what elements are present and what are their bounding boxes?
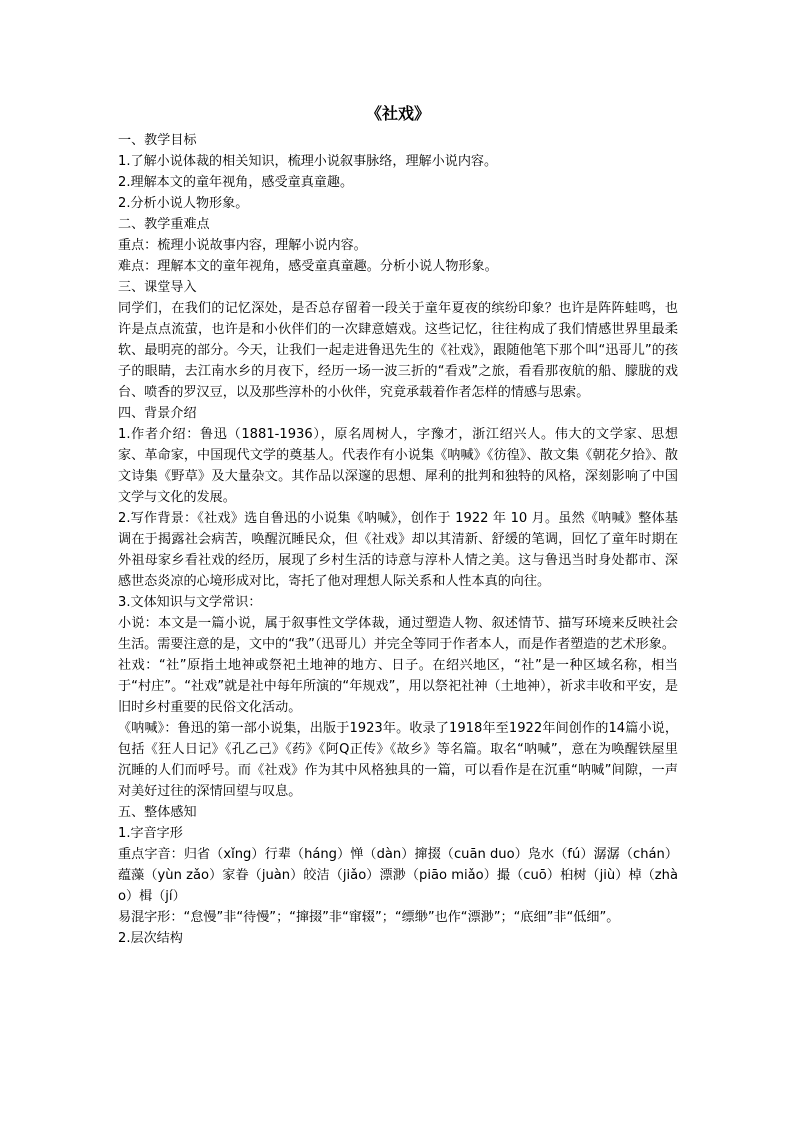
- heading-overall-perception: 五、整体感知: [118, 805, 197, 820]
- nahan-paragraph: 《呐喊》：鲁迅的第一部小说集，出版于1923年。收录了1918年至1922年间创作的14篇小说，包括《狂人日记》《孔乙己》《药》《阿Q正传》《故乡》等名篇。取名“呐喊”，意在为唤醒铁屋里沉睡的人们而呼号。而《社戏》作为其中风格独具的一篇，可以看作是在沉重“呐喊”间隙，一声对美好过往的深情回望与叹息。: [118, 721, 678, 799]
- introduction-paragraph: 同学们，在我们的记忆深处，是否总存留着一段关于童年夏夜的缤纷印象？也许是阵阵蛙鸣，也许是点点流萤，也许是和小伙伴们的一次肆意嬉戏。这些记忆，往往构成了我们情感世界里最柔软、最明亮的部分。今天，让我们一起走进鲁迅先生的《社戏》，跟随他笔下那个叫“迅哥儿”的孩子的眼睛，去江南水乡的月夜下，经历一场一波三折的“看戏”之旅，看看那夜航的船、朦胧的戏台、喷香的罗汉豆，以及那些淳朴的小伙伴，究竟承载着作者怎样的情感与思索。: [118, 301, 678, 400]
- goal-item-3: 2.分析小说人物形象。: [118, 196, 249, 211]
- heading-key-points: 二、教学重难点: [118, 217, 210, 232]
- key-pronunciation-paragraph: 重点字音：归省（xǐng）行辈（háng）惮（dàn）撺掇（cuān duo）凫水（fú）潺潺（chán）蕴藻（yùn zǎo）家眷（juàn）皎洁（jiǎo）漂渺（piāo miǎo）撮（cuō）桕树（jiù）棹（zhào）楫（jí）: [118, 847, 678, 904]
- heading-teaching-goals: 一、教学目标: [118, 133, 197, 148]
- confusable-characters-paragraph: 易混字形：“怠慢”非“待慢”；“撺掇”非“窜辍”；“缥缈”也作“漂渺”；“底细”非“低细”。: [118, 910, 620, 925]
- document-title: 《社戏》: [365, 104, 430, 123]
- goal-item-1: 1.了解小说体裁的相关知识，梳理小说叙事脉络，理解小说内容。: [118, 154, 498, 169]
- heading-background: 四、背景介绍: [118, 406, 197, 421]
- key-point-line: 重点：梳理小说故事内容，理解小说内容。: [118, 238, 367, 253]
- structure-heading: 2.层次结构: [118, 931, 183, 946]
- goal-item-2: 2.理解本文的童年视角，感受童真童趣。: [118, 175, 354, 190]
- author-intro-paragraph: 1.作者介绍：鲁迅（1881-1936），原名周树人，字豫才，浙江绍兴人。伟大的文学家、思想家、革命家，中国现代文学的奠基人。代表作有小说集《呐喊》《彷徨》、散文集《朝花夕拾》、散文诗集《野草》及大量杂文。其作品以深邃的思想、犀利的批判和独特的风格，深刻影响了中国文学与文化的发展。: [118, 427, 678, 505]
- pronunciation-heading: 1.字音字形: [118, 826, 183, 841]
- document-page: [118, 104, 678, 949]
- difficult-point-line: 难点：理解本文的童年视角，感受童真童趣。分析小说人物形象。: [118, 259, 498, 274]
- novel-paragraph: 小说：本文是一篇小说，属于叙事性文学体裁，通过塑造人物、叙述情节、描写环境来反映社会生活。需要注意的是，文中的“我”（迅哥儿）并完全等同于作者本人，而是作者塑造的艺术形象。: [118, 616, 678, 652]
- heading-introduction: 三、课堂导入: [118, 280, 197, 295]
- writing-background-paragraph: 2.写作背景：《社戏》选自鲁迅的小说集《呐喊》，创作于 1922 年 10 月。虽然《呐喊》整体基调在于揭露社会病苦，唤醒沉睡民众，但《社戏》却以其清新、舒缓的笔调，回忆了童年时期在外祖母家乡看社戏的经历，展现了乡村生活的诗意与淳朴人情之美。这与鲁迅当时身处都市、深感世态炎凉的心境形成对比，寄托了他对理想人际关系和人性本真的向往。: [118, 511, 678, 589]
- genre-knowledge-heading: 3.文体知识与文学常识：: [118, 595, 262, 610]
- sheixi-paragraph: 社戏：“社”原指土地神或祭祀土地神的地方、日子。在绍兴地区，“社”是一种区域名称，相当于“村庄”。“社戏”就是社中每年所演的“年规戏”，用以祭祀社神（土地神），祈求丰收和平安，是旧时乡村重要的民俗文化活动。: [118, 658, 678, 715]
